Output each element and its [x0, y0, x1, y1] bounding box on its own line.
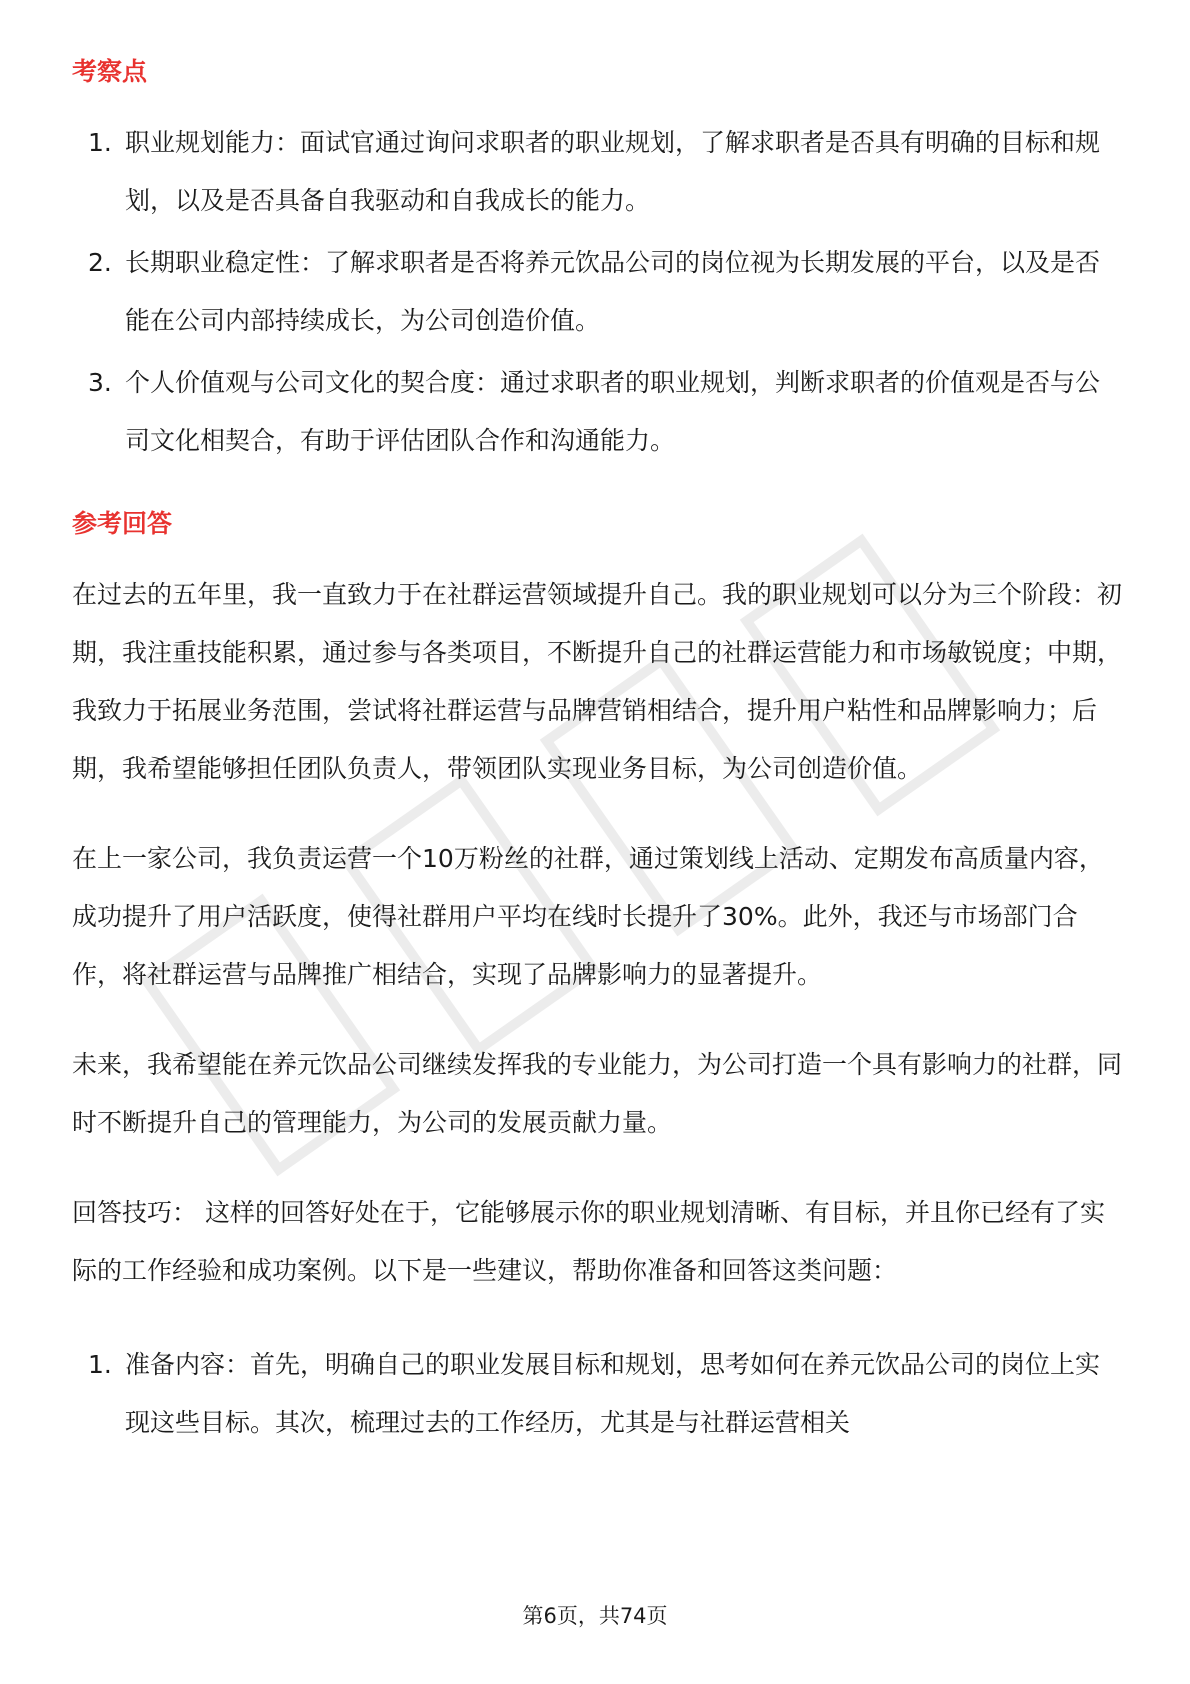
answer-paragraph: 在上一家公司，我负责运营一个10万粉丝的社群，通过策划线上活动、定期发布高质量内容，成功提升了用户活跃度，使得社群用户平均在线时长提升了30%。此外，我还与市场部门合作，将社群运营与品牌推广相结合，实现了品牌影响力的显著提升。	[72, 844, 1104, 989]
list-item-text: 长期职业稳定性：了解求职者是否将养元饮品公司的岗位视为长期发展的平台，以及是否能在公司内部持续成长，为公司创造价值。	[125, 248, 1101, 335]
section-title-reference-answer: 参考回答	[72, 509, 173, 538]
list-item-number: 1.	[88, 1350, 112, 1379]
list-item-number: 1.	[88, 128, 112, 157]
list-item-text: 个人价值观与公司文化的契合度：通过求职者的职业规划，判断求职者的价值观是否与公司文化相契合，有助于评估团队合作和沟通能力。	[125, 368, 1101, 455]
list-item-number: 3.	[88, 368, 112, 397]
list-item	[72, 234, 1122, 350]
document-body	[72, 52, 1122, 1456]
list-item-text: 准备内容：首先，明确自己的职业发展目标和规划，思考如何在养元饮品公司的岗位上实现这些目标。其次，梳理过去的工作经历，尤其是与社群运营相关	[125, 1350, 1101, 1437]
list-item	[72, 354, 1122, 470]
list-item-text: 职业规划能力：面试官通过询问求职者的职业规划，了解求职者是否具有明确的目标和规划，以及是否具备自我驱动和自我成长的能力。	[125, 128, 1101, 215]
exam-points-list	[72, 114, 1122, 470]
list-item	[72, 1336, 1122, 1452]
section-title-exam-points: 考察点	[72, 57, 148, 86]
page-number-footer: 第6页，共74页	[522, 1604, 668, 1628]
list-item-number: 2.	[88, 248, 112, 277]
tips-list	[72, 1336, 1122, 1452]
list-item	[72, 114, 1122, 230]
answer-paragraph: 未来，我希望能在养元饮品公司继续发挥我的专业能力，为公司打造一个具有影响力的社群，同时不断提升自己的管理能力，为公司的发展贡献力量。	[72, 1050, 1123, 1137]
answer-paragraph: 在过去的五年里，我一直致力于在社群运营领域提升自己。我的职业规划可以分为三个阶段：初期，我注重技能积累，通过参与各类项目，不断提升自己的社群运营能力和市场敏锐度；中期，我致力于拓展业务范围，尝试将社群运营与品牌营销相结合，提升用户粘性和品牌影响力；后期，我希望能够担任团队负责人，带领团队实现业务目标，为公司创造价值。	[72, 580, 1123, 783]
answer-tips-paragraph: 回答技巧： 这样的回答好处在于，它能够展示你的职业规划清晰、有目标，并且你已经有了实际的工作经验和成功案例。以下是一些建议，帮助你准备和回答这类问题：	[72, 1198, 1105, 1285]
